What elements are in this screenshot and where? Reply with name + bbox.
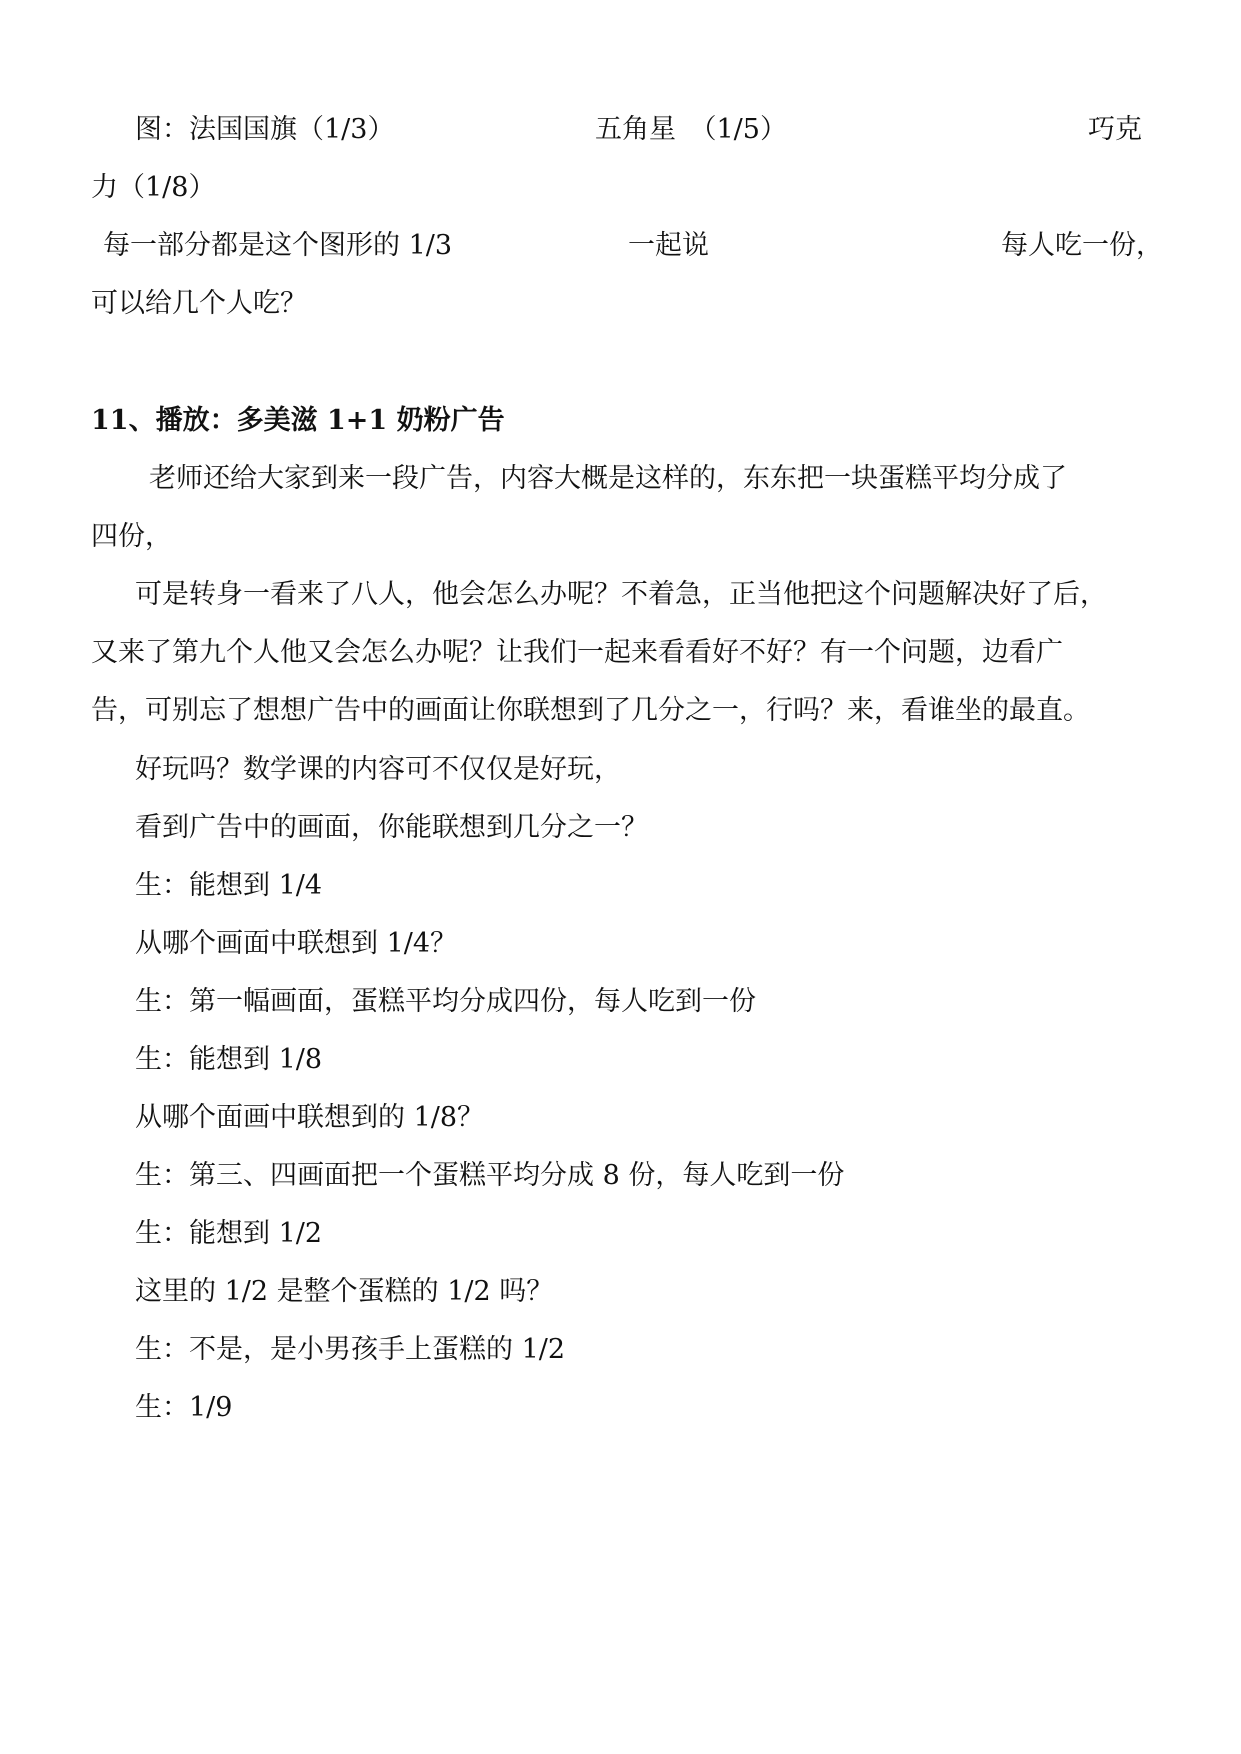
intro-each-end: 可以给几个人吃？	[91, 288, 307, 319]
dialog-line: 生：能想到 1/2	[135, 1218, 323, 1249]
caption-star: 五角星 （1/5）	[595, 114, 787, 145]
intro-each-start: 每人吃一份，	[1001, 230, 1163, 261]
dialog-line: 从哪个面画中联想到的 1/8？	[135, 1102, 485, 1133]
paragraph-line: 告，可别忘了想想广告中的画面让你联想到了几分之一，行吗？来，看谁坐的最直。	[91, 695, 1090, 726]
caption-chocolate-end: 力（1/8）	[91, 172, 216, 203]
dialog-line: 生：能想到 1/4	[135, 870, 323, 901]
paragraph-line: 又来了第九个人他又会怎么办呢？让我们一起来看看好不好？有一个问题，边看广	[91, 637, 1063, 668]
paragraph-line: 四份，	[91, 521, 172, 552]
figure-caption-prefix: 图：	[135, 114, 189, 145]
dialog-line: 生：第一幅画面，蛋糕平均分成四份，每人吃到一份	[135, 986, 756, 1017]
caption-flag: 法国国旗（1/3）	[189, 114, 395, 145]
dialog-line: 生：1/9	[135, 1392, 233, 1423]
caption-chocolate-start: 巧克	[1088, 114, 1142, 145]
dialog-line: 从哪个画面中联想到 1/4？	[135, 928, 458, 959]
paragraph-line: 可是转身一看来了八人，他会怎么办呢？不着急，正当他把这个问题解决好了后，	[135, 579, 1107, 610]
dialog-line: 生：能想到 1/8	[135, 1044, 323, 1075]
section-heading: 11、播放：多美滋 1+1 奶粉广告	[91, 405, 505, 436]
dialog-line: 这里的 1/2 是整个蛋糕的 1/2 吗？	[135, 1276, 554, 1307]
intro-together-text: 一起说	[628, 230, 709, 261]
dialog-line: 生：不是，是小男孩手上蛋糕的 1/2	[135, 1334, 566, 1365]
paragraph-line: 老师还给大家到来一段广告，内容大概是这样的，东东把一块蛋糕平均分成了	[149, 463, 1067, 494]
dialog-line: 看到广告中的画面，你能联想到几分之一？	[135, 812, 648, 843]
dialog-line: 生：第三、四画面把一个蛋糕平均分成 8 份，每人吃到一份	[135, 1160, 845, 1191]
intro-part-text: 每一部分都是这个图形的 1/3	[103, 230, 453, 261]
dialog-line: 好玩吗？数学课的内容可不仅仅是好玩，	[135, 754, 621, 785]
